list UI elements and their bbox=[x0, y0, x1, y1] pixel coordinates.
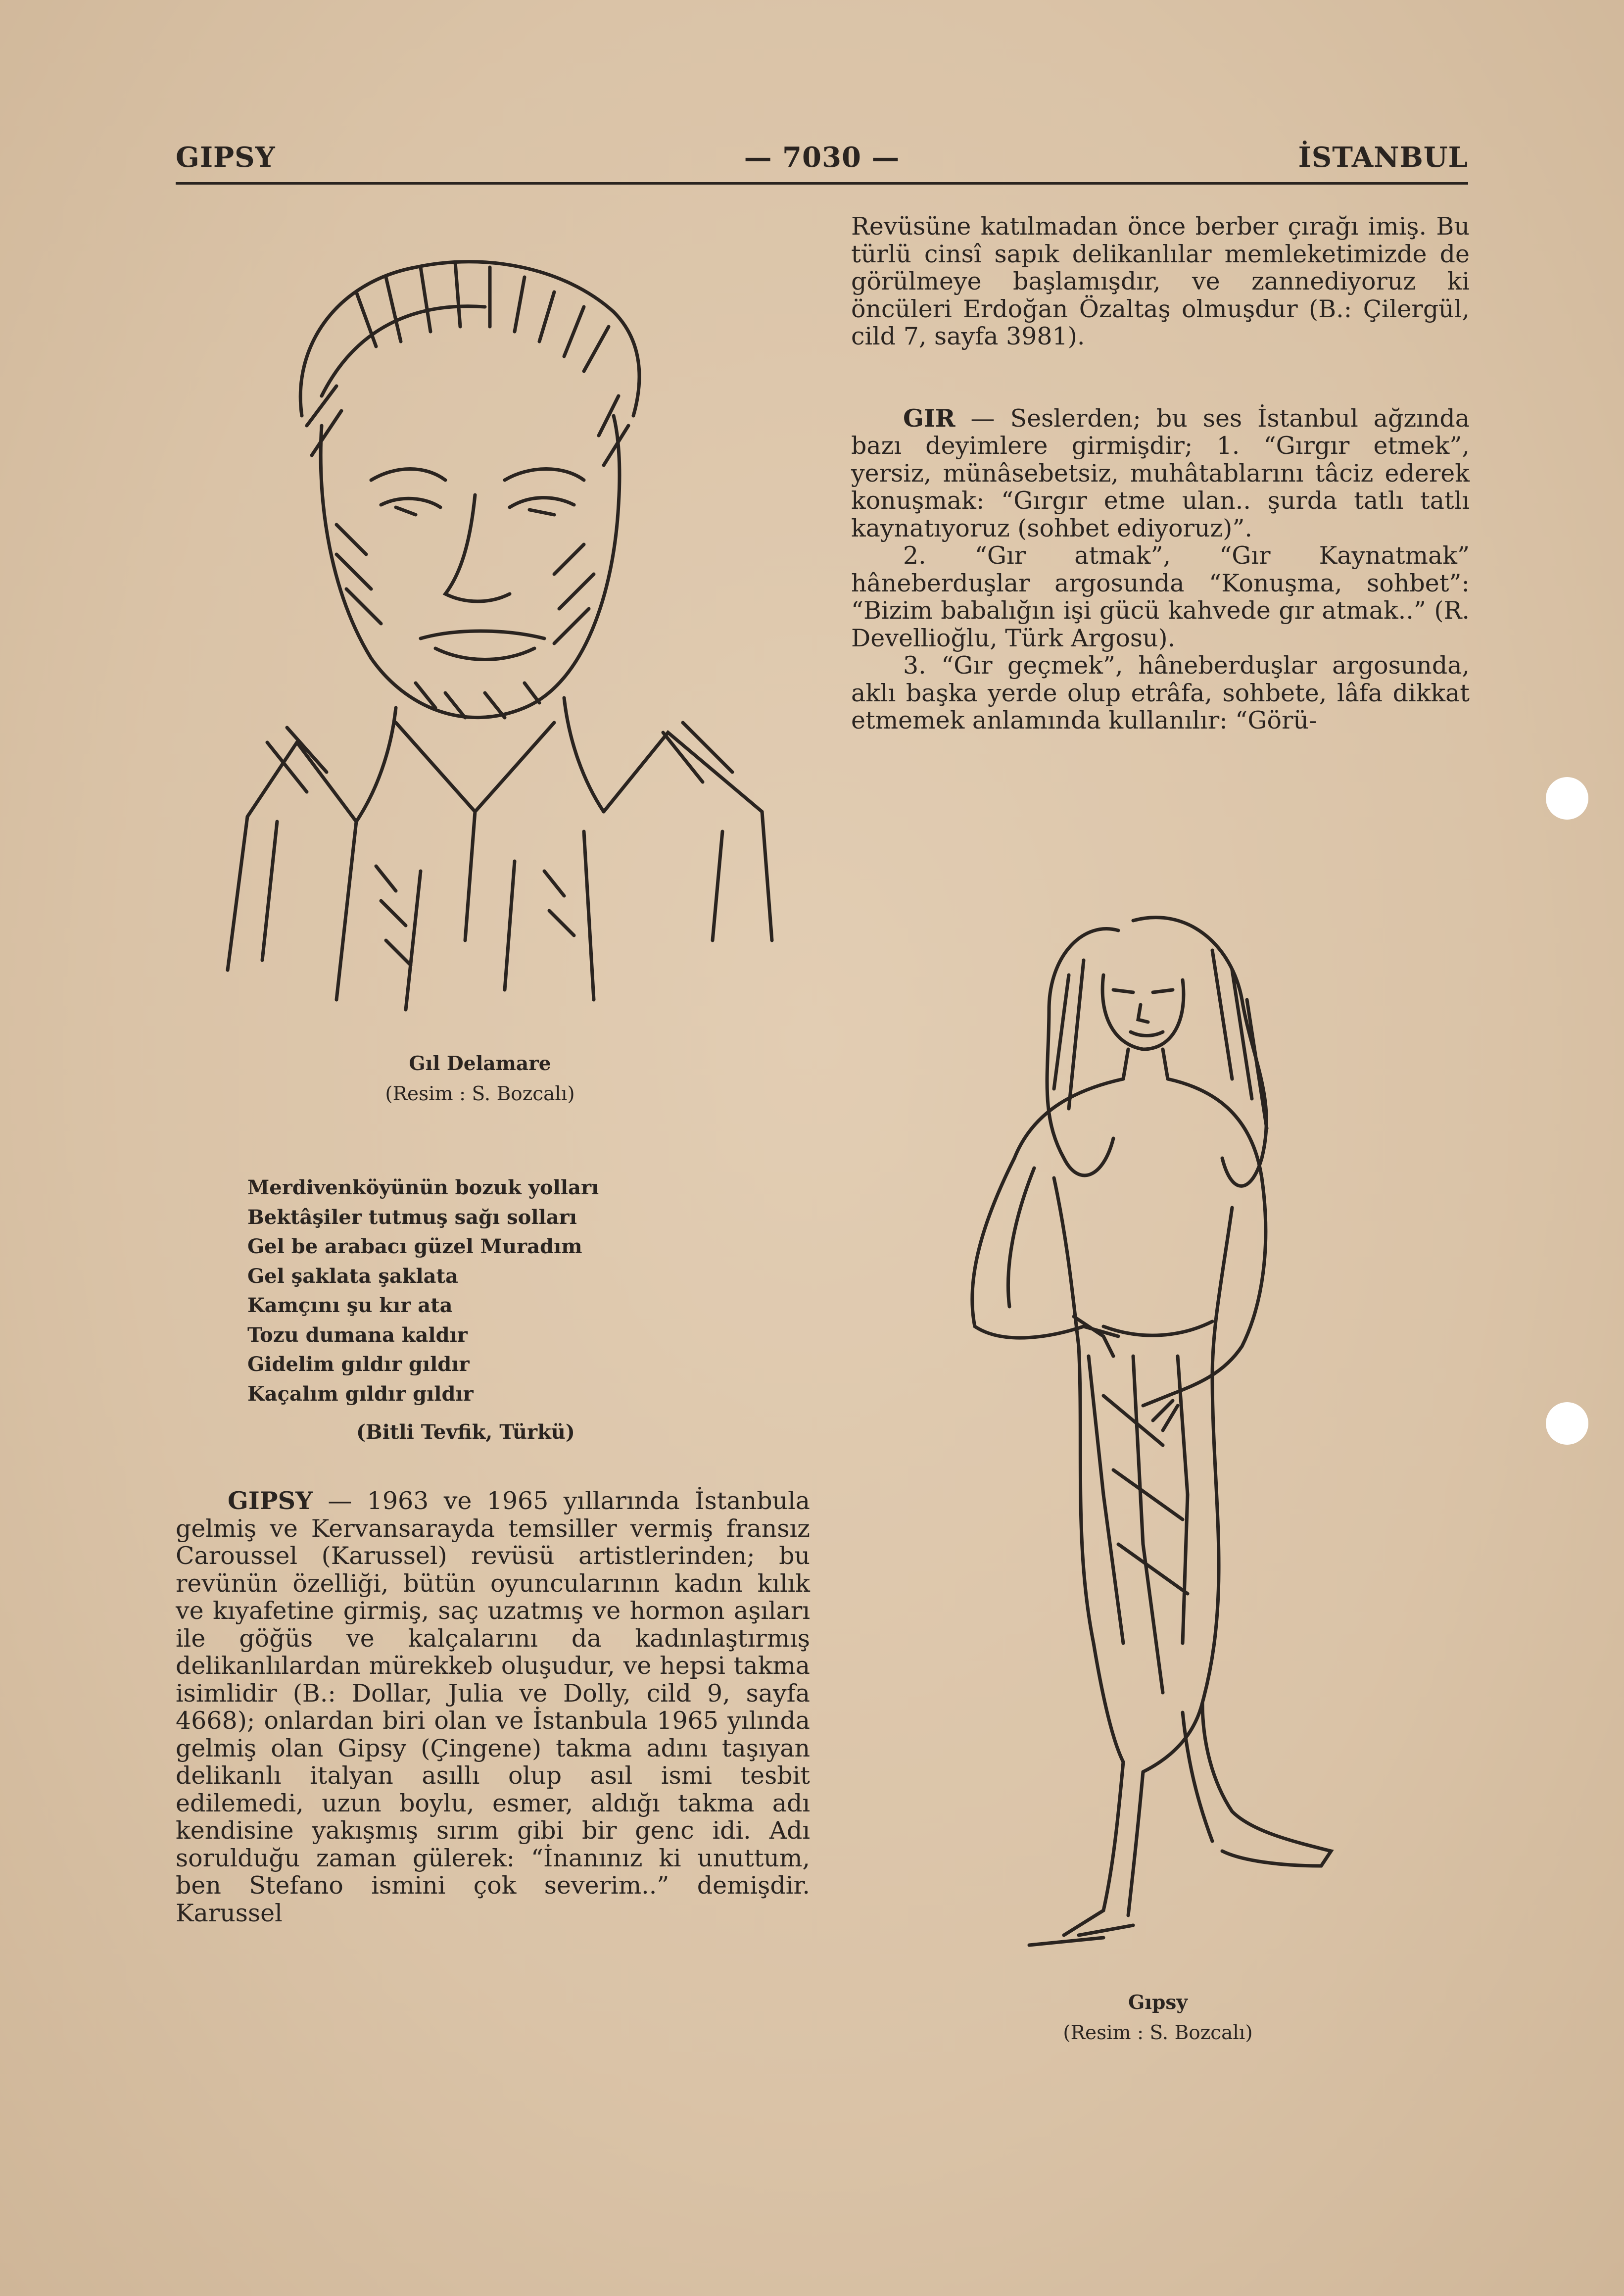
running-header bbox=[176, 141, 1468, 186]
caption-credit: (Resim : S. Bozcalı) bbox=[385, 1083, 575, 1105]
binder-hole-bottom bbox=[1546, 1402, 1588, 1445]
poem-line: Gidelim gıldır gıldır bbox=[247, 1353, 470, 1376]
caption-name: Gıpsy bbox=[1128, 1991, 1188, 2014]
poem-line: Bektâşiler tutmuş sağı solları bbox=[247, 1205, 577, 1229]
header-left: GIPSY bbox=[176, 141, 276, 174]
paragraph-gipsy: GIPSY — 1963 ve 1965 yıllarında İstanbula gelmiş ve Kervansarayda temsiller vermiş fransız Caroussel (Karussel) revüsü artistlerinden; bu revünün özelliği, bütün oyuncularının kadın kılık ve kıyafetine girmiş, saç uzatmış ve hormon aşıları ile göğüs ve kalçalarını da kadınlaştırmış delikanlılardan mürekkeb oluşudur, ve hepsi takma isimlidir (B.: Dollar, Julia ve Dolly, cild 9, sayfa 4668); onlardan biri olan ve İstanbula 1965 yılında gelmiş olan Gipsy (Çingene) takma adını taşıyan delikanlı italyan asıllı olup asıl ismi tesbit edilemedi, uzun boylu, esmer, aldığı takma adı kendisine yakışmış sırım gibi bir genc idi. Adı sorulduğu zaman gülerek: “İnanınız ki unuttum, ben Stefano ismini çok severim..” demişdir. Karussel bbox=[176, 1486, 810, 1927]
header-rule bbox=[176, 182, 1468, 185]
portrait-caption-man bbox=[327, 1048, 633, 1110]
poem-line: Gel be arabacı güzel Muradım bbox=[247, 1235, 582, 1258]
poem-line: Kaçalım gıldır gıldır bbox=[247, 1382, 474, 1406]
figure-caption-gipsy bbox=[1019, 1987, 1296, 2049]
figure-illustration-gipsy bbox=[955, 901, 1351, 1965]
entry-keyword: GIR bbox=[903, 403, 955, 433]
poem-credit: (Bitli Tevfik, Türkü) bbox=[356, 1420, 575, 1444]
page-number: — 7030 — bbox=[744, 141, 900, 174]
poem-verse bbox=[247, 1173, 623, 1409]
header-right: İSTANBUL bbox=[1298, 141, 1468, 174]
right-column-text bbox=[851, 213, 1470, 734]
paragraph: Revüsüne katılmadan önce berber çırağı imiş. Bu türlü cinsî sapık delikanlılar memleketimizde de görülmeye başlamışdır, ve zannediyoruz ki öncüleri Erdoğan Özaltaş olmuşdur (B.: Çilergül, cild 7, sayfa 3981). bbox=[851, 212, 1470, 350]
paragraph: 2. “Gır atmak”, “Gır Kaynatmak” hâneberduşlar argosunda “Konuşma, sohbet”: “Bizim babalığın işi gücü kahvede gır atmak..” (R. Devellioğlu, Türk Argosu). bbox=[851, 541, 1470, 652]
binder-hole-top bbox=[1546, 777, 1588, 820]
caption-name: Gıl Delamare bbox=[409, 1052, 551, 1075]
poem-line: Kamçını şu kır ata bbox=[247, 1294, 453, 1317]
entry-keyword: GIPSY bbox=[228, 1486, 313, 1515]
portrait-illustration-man bbox=[208, 247, 792, 1020]
left-column-text bbox=[176, 1487, 810, 1927]
paragraph-gir: GIR — Seslerden; bu ses İstanbul ağzında bazı deyimlere girmişdir; 1. “Gırgır etmek”, yersiz, münâsebetsiz, muhâtablarını tâciz ederek konuşmak: “Gırgır etme ulan.. şurda tatlı tatlı kaynatıyoruz (sohbet ediyoruz)”. bbox=[851, 403, 1470, 542]
poem-line: Gel şaklata şaklata bbox=[247, 1264, 458, 1288]
caption-credit: (Resim : S. Bozcalı) bbox=[1063, 2022, 1253, 2044]
poem-line: Tozu dumana kaldır bbox=[247, 1323, 468, 1347]
paragraph: 3. “Gır geçmek”, hâneberduşlar argosunda, aklı başka yerde olup etrâfa, sohbete, lâfa dikkat etmemek anlamında kullanılır: “Görü- bbox=[851, 651, 1470, 734]
poem-line: Merdivenköyünün bozuk yolları bbox=[247, 1176, 599, 1199]
